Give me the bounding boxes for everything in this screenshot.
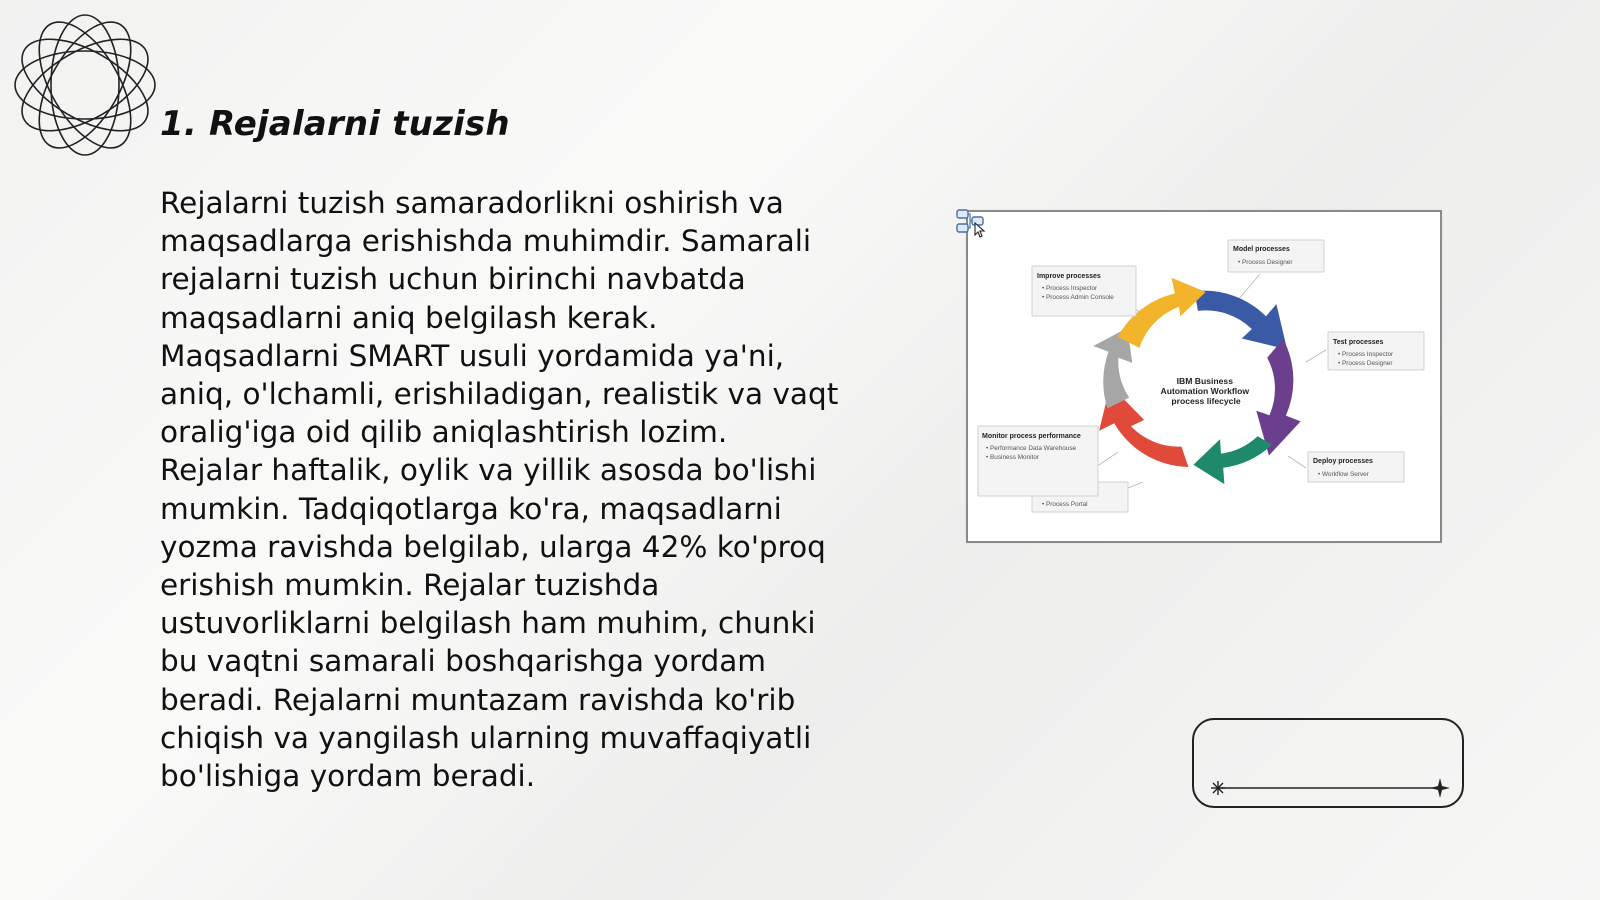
box-item: • Process Inspector xyxy=(1042,285,1098,292)
diagram-object-icon[interactable] xyxy=(955,207,987,239)
body-line: rejalarni tuzish uchun birinchi navbatda xyxy=(160,262,746,297)
sparkle-icon xyxy=(1211,781,1225,795)
box-item: • Process Designer xyxy=(1338,360,1393,367)
box-title: Deploy processes xyxy=(1313,458,1373,465)
body-line: Maqsadlarni SMART usuli yordamida ya'ni, xyxy=(160,338,785,373)
slide-title: 1. Rejalarni tuzish xyxy=(160,104,510,144)
body-line: erishish mumkin. Rejalar tuzishda xyxy=(160,568,660,603)
box-deploy-processes[interactable] xyxy=(1308,452,1404,482)
body-line: bu vaqtni samarali boshqarishga yordam xyxy=(160,644,767,679)
body-line: Rejalarni tuzish samaradorlikni oshirish va xyxy=(160,186,784,220)
body-line: maqsadlarga erishishda muhimdir. Samarali xyxy=(160,224,812,259)
center-line: process lifecycle xyxy=(1171,396,1241,406)
star-icon xyxy=(1430,778,1450,798)
ring-segment-deploy xyxy=(1193,436,1272,484)
box-item: • Business Monitor xyxy=(986,454,1040,461)
box-item: • Workflow Server xyxy=(1318,471,1369,478)
center-line: Automation Workflow xyxy=(1160,386,1250,396)
box-monitor-process-performance[interactable] xyxy=(978,426,1098,496)
svg-text:IBM Business Automation xyxy=(1160,376,1251,406)
body-line: maqsadlarni aniq belgilash kerak. xyxy=(160,300,658,335)
box-title: Monitor process performance xyxy=(982,433,1081,440)
body-line: Rejalar haftalik, oylik va yillik asosda bo'lishi xyxy=(160,453,817,488)
box-title: Improve processes xyxy=(1037,273,1101,280)
ring-segment-model xyxy=(1194,291,1287,350)
orbit-rings-logo-icon xyxy=(10,10,160,160)
body-line: aniq, o'lchamli, erishiladigan, realistik va vaqt xyxy=(160,377,839,412)
body-line: bo'lishiga yordam beradi. xyxy=(160,759,536,794)
box-test-processes[interactable] xyxy=(1328,332,1424,370)
decorative-pill xyxy=(1192,718,1464,808)
body-line: beradi. Rejalarni muntazam ravishda ko'rib xyxy=(160,682,796,717)
box-item: • Process Portal xyxy=(1042,501,1088,508)
box-improve-processes[interactable] xyxy=(1032,266,1136,316)
center-line: IBM Business xyxy=(1176,376,1233,386)
slide-body-text xyxy=(160,184,850,795)
body-line: yozma ravishda belgilab, ularga 42% ko'proq xyxy=(160,529,826,564)
box-item: • Process Designer xyxy=(1238,259,1293,266)
body-line: ustuvorliklarni belgilash ham muhim, chunki xyxy=(160,606,816,641)
box-item: • Process Admin Console xyxy=(1042,294,1114,301)
box-item: • Performance Data Warehouse xyxy=(986,445,1077,452)
body-line: oralig'iga oid qilib aniqlashtirish lozim. xyxy=(160,415,728,450)
box-model-processes[interactable] xyxy=(1228,240,1324,272)
box-title: Model processes xyxy=(1233,246,1290,253)
lifecycle-diagram[interactable] xyxy=(966,210,1442,543)
box-title: Test processes xyxy=(1333,339,1384,346)
ring-segment-test xyxy=(1256,339,1300,456)
box-item: • Process Inspector xyxy=(1338,351,1394,358)
body-line: chiqish va yangilash ularning muvaffaqiyatli xyxy=(160,720,812,755)
body-line: mumkin. Tadqiqotlarga ko'ra, maqsadlarni xyxy=(160,491,782,526)
